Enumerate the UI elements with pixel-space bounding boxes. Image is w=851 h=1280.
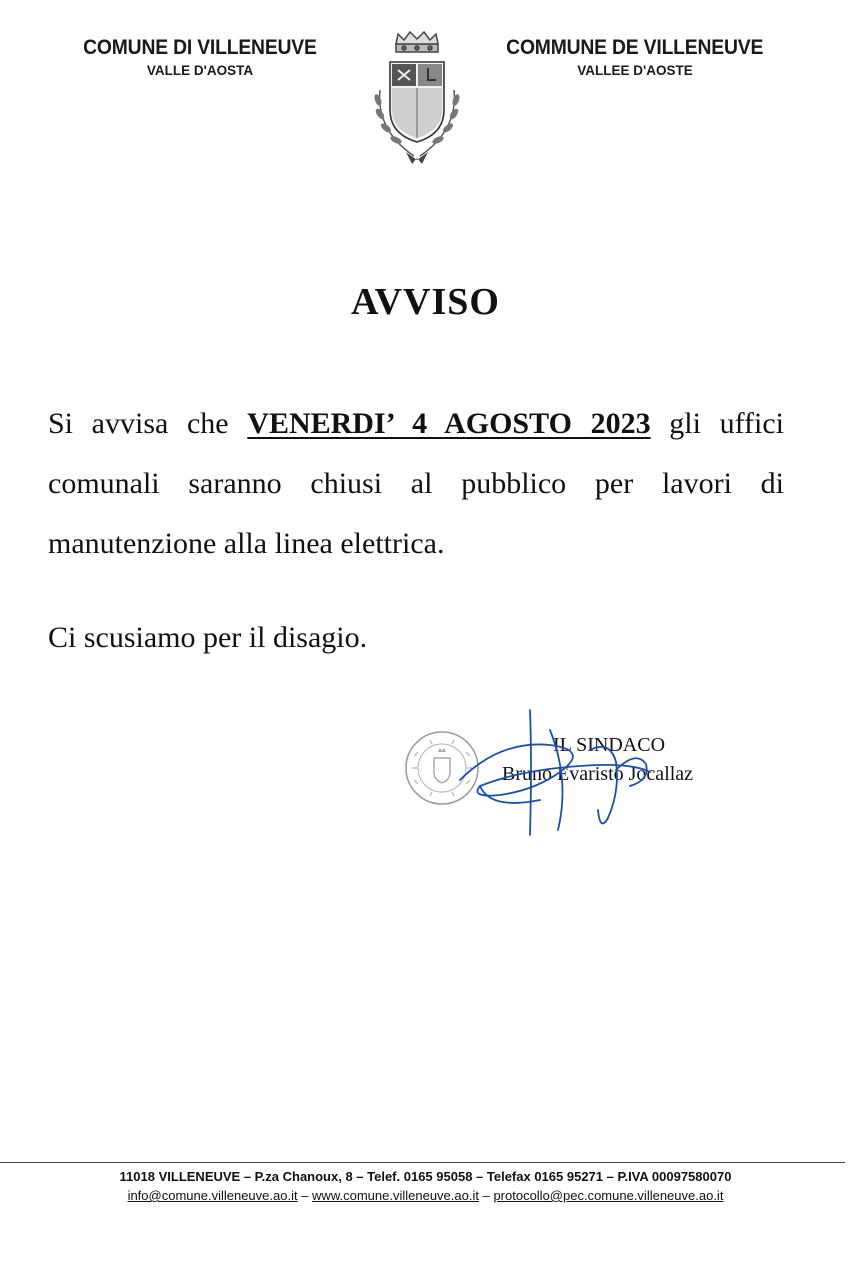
header-right — [470, 36, 800, 78]
signatory-name: Bruno Evaristo Jocallaz — [502, 763, 694, 785]
header-left-title: COMUNE DI VILLENEUVE — [83, 36, 317, 59]
header-left-subtitle: VALLE D'AOSTA — [146, 63, 254, 78]
footer-separator: – — [478, 1188, 494, 1203]
footer-email-link[interactable]: info@comune.villeneuve.ao.it — [127, 1188, 298, 1203]
header-right-subtitle: VALLEE D'AOSTE — [577, 63, 693, 78]
notice-text-before: Si avvisa che — [48, 407, 248, 440]
header-left — [50, 36, 350, 78]
footer-divider — [0, 1162, 845, 1163]
footer-contacts — [0, 1188, 851, 1203]
header-right-title: COMMUNE DE VILLENEUVE — [506, 36, 764, 59]
footer-address: 11018 VILLENEUVE – P.za Chanoux, 8 – Telef. 0165 95058 – Telefax 0165 95271 – P.IVA 00097580070 — [119, 1169, 732, 1184]
notice-date: VENERDI’ 4 AGOSTO 2023 — [247, 407, 651, 440]
notice-paragraph-2: Ci scusiamo per il disagio. — [48, 621, 368, 654]
notice-text-after: gli uffici comunali saranno chiusi al pubblico per lavori di manutenzione alla linea elettrica. — [48, 407, 784, 560]
footer-separator: – — [297, 1188, 313, 1203]
handwritten-signature-icon — [440, 700, 680, 845]
signatory-role: IL SINDACO — [553, 734, 666, 756]
notice-title: AVVISO — [351, 281, 500, 323]
municipal-crest-icon — [362, 30, 472, 168]
footer-pec-link[interactable]: protocollo@pec.comune.villeneuve.ao.it — [493, 1188, 724, 1203]
footer-website-link[interactable]: www.comune.villeneuve.ao.it — [312, 1188, 479, 1203]
notice-paragraph-1 — [48, 394, 784, 574]
